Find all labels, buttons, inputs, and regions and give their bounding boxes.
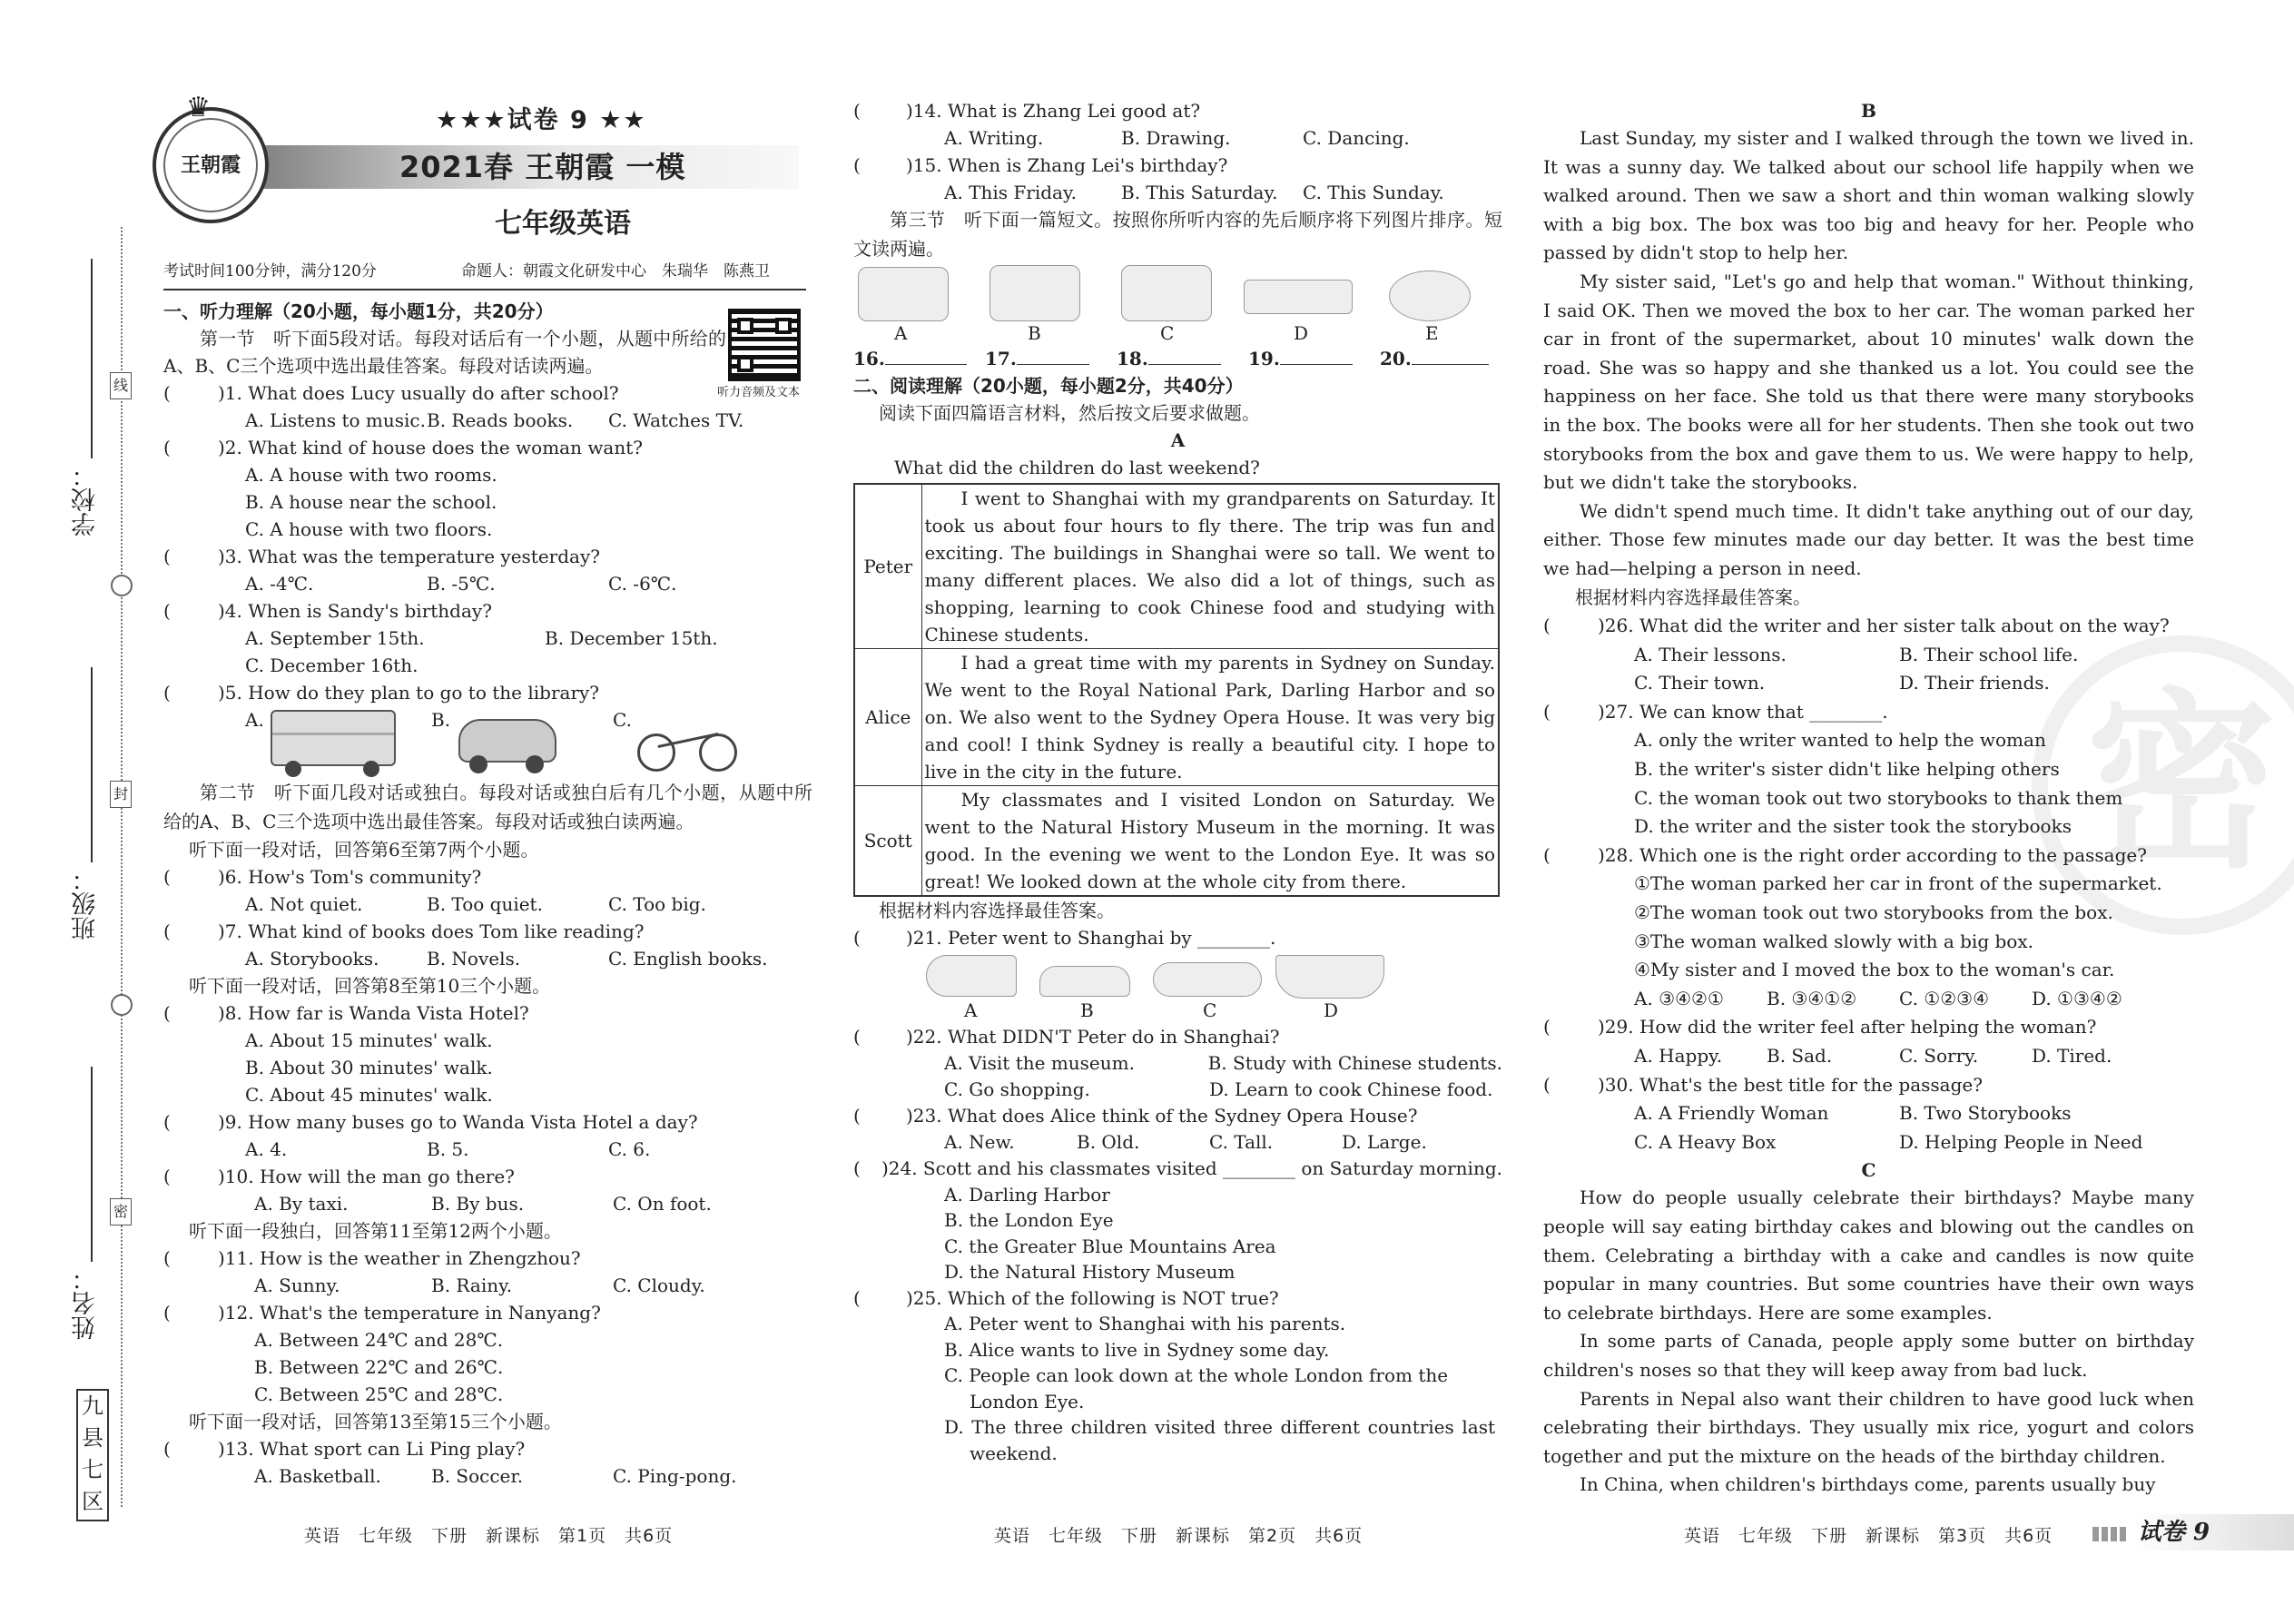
option[interactable]: B. Two Storybooks (1899, 1102, 2072, 1125)
option[interactable]: D. Helping People in Need (1899, 1130, 2143, 1153)
option[interactable]: A. Between 24℃ and 28℃. (254, 1329, 504, 1352)
table-cell-text: I had a great time with my parents in Sydney on Sunday. We went to the Royal National Park, Darling Harbor and so on. We also went to the Sydney Opera House. It was very big and cool! I think Sydney is really a beautiful city. I hope to live in the city in the future. (921, 649, 1499, 786)
option[interactable]: A. -4℃. (245, 573, 314, 595)
class-line (91, 667, 93, 862)
option[interactable]: B. Between 22℃ and 26℃. (254, 1356, 504, 1379)
option[interactable]: B. This Saturday. (1121, 182, 1278, 203)
picture-bus-stop (989, 265, 1080, 321)
option[interactable]: A. September 15th. (245, 627, 425, 649)
column-3 (1543, 97, 2194, 1500)
option[interactable]: B. By bus. (431, 1193, 525, 1216)
option[interactable]: C. Their town. (1634, 672, 1766, 694)
option[interactable]: D. The three children visited three different countries last weekend. (944, 1416, 1495, 1464)
class-label: 班级： (72, 867, 100, 940)
option[interactable]: A. Basketball. (254, 1465, 381, 1488)
paper-tag (2133, 1514, 2294, 1550)
question-25: ( )25. Which of the following is NOT true? A. Peter went to Shanghai with his parents. B. Alice wants to live in Sydney some day. C. People can look down at the whole London from the London Eye. D. The three children visited three different countries last weekend. (853, 1285, 1502, 1467)
option[interactable]: C. People can look down at the whole London from the London Eye. (944, 1364, 1449, 1412)
question-23: ( )23. What does Alice think of the Sydney Opera House? A. New. B. Old. C. Tall. D. Large. (853, 1103, 1502, 1156)
option[interactable]: D (1324, 999, 1339, 1022)
question-30: ( )30. What's the best title for the passage? A. A Friendly Woman B. Two Storybooks C. A Heavy Box D. Helping People in Need (1543, 1071, 2194, 1157)
option[interactable]: C. 6. (608, 1138, 651, 1161)
option[interactable]: A. Writing. (944, 127, 1044, 149)
option[interactable]: C. Watches TV. (608, 409, 744, 431)
train-icon[interactable] (926, 955, 1017, 997)
picture-food-plate (1389, 271, 1471, 321)
option[interactable]: B. Their school life. (1899, 643, 2079, 665)
option[interactable]: A. This Friday. (944, 182, 1077, 203)
logo-emblem (153, 107, 269, 223)
option[interactable]: A. Their lessons. (1634, 643, 1787, 665)
option[interactable]: A. 4. (245, 1138, 288, 1161)
option[interactable]: A. About 15 minutes' walk. (245, 1029, 493, 1052)
binding-ornament (111, 575, 133, 596)
header-rule (163, 289, 806, 290)
exam-time: 考试时间100分钟，满分120分 (163, 262, 377, 281)
option[interactable]: D. Their friends. (1899, 672, 2050, 694)
passage-c-paragraph: How do people usually celebrate their birthdays? Maybe many people will say eating birthday cakes and blowing out the candles on them. Celebrating a birthday with a cake and candles is now quite popular in many countries. But some countries have their own ways to celebrate birthdays. Here are some examples. (1543, 1186, 2194, 1324)
question-13: ( )13. What sport can Li Ping play? A. Basketball. B. Soccer. C. Ping-pong. (163, 1435, 812, 1490)
option[interactable]: A. Peter went to Shanghai with his parents. (944, 1313, 1346, 1335)
question-1: ( )1. What does Lucy usually do after school? A. Listens to music. B. Reads books. C. Watches TV. (163, 379, 812, 434)
district-char: 九 (82, 1393, 103, 1419)
district-char: 七 (82, 1457, 103, 1482)
option[interactable]: B. Rainy. (431, 1275, 513, 1297)
passage-b-paragraph: We didn't spend much time. It didn't take anything out of our day, either. Those few minutes made our day better. It was the best time we had—helping a person in need. (1543, 499, 2194, 579)
question-12: ( )12. What's the temperature in Nanyang? A. Between 24℃ and 28℃. B. Between 22℃ and 26℃. C. Between 25℃ and 28℃. (163, 1299, 812, 1408)
option[interactable]: B. -5℃. (427, 573, 496, 595)
option[interactable]: C. Ping-pong. (613, 1465, 737, 1488)
option[interactable]: D. Large. (1342, 1131, 1427, 1154)
option[interactable]: B. Novels. (427, 948, 521, 970)
option[interactable]: D. the Natural History Museum (944, 1261, 1236, 1284)
part1-title: 一、听力理解（20小题，每小题1分，共20分） (163, 300, 554, 322)
name-label: 姓名： (72, 1266, 100, 1340)
car-icon[interactable] (1039, 966, 1130, 997)
option[interactable]: B. (431, 709, 451, 731)
school-label: 学校： (72, 463, 100, 536)
blank-16[interactable]: 16. (853, 345, 985, 372)
table-cell-text: I went to Shanghai with my grandparents on Saturday. It took us about four hours to fly there. The trip was fun and exciting. The buildings in Shanghai were so tall. We went to many different places. We also did a lot of things, such as shopping, learning to cook Chinese food and studying with Chinese students. (921, 484, 1499, 649)
passage-b-instruction: 根据材料内容选择最佳答案。 (1575, 586, 1811, 608)
option[interactable]: D. the writer and the sister took the storybooks (1634, 815, 2072, 838)
option[interactable]: C. Sorry. (1899, 1045, 1979, 1067)
option[interactable]: B. December 15th. (545, 627, 718, 649)
blank-20[interactable]: 20. (1380, 345, 1489, 372)
option[interactable]: C. This Sunday. (1303, 182, 1444, 203)
passage-b-paragraph: Last Sunday, my sister and I walked through the town we lived in. It was a sunny day. We talked about our school life happily when we walked around. Then we saw a short and thin woman walking slowly with a big box. The box was too big and heavy for her. People who passed by didn't stop to help her. (1543, 127, 2194, 264)
option[interactable]: B. Reads books. (427, 409, 574, 431)
option[interactable]: B. the writer's sister didn't like helping others (1634, 758, 2060, 781)
option[interactable]: A. Listens to music. (245, 409, 426, 431)
option[interactable]: C. -6℃. (608, 573, 677, 595)
option[interactable]: A. Darling Harbor (944, 1183, 1110, 1206)
question-5: ( )5. How do they plan to go to the library? A. B. C. (163, 679, 812, 777)
option[interactable]: D. Tired. (2032, 1045, 2112, 1067)
ship-icon[interactable] (1275, 955, 1384, 999)
question-9: ( )9. How many buses go to Wanda Vista Hotel a day? A. 4. B. 5. C. 6. (163, 1108, 812, 1163)
footer-page-3: 英语 七年级 下册 新课标 第3页 共6页 (1684, 1526, 2053, 1546)
question-11: ( )11. How is the weather in Zhengzhou? A. Sunny. B. Rainy. C. Cloudy. (163, 1245, 812, 1299)
option[interactable]: C. the Greater Blue Mountains Area (944, 1235, 1276, 1257)
paper-tag-text: 试卷 9 (2138, 1519, 2210, 1546)
option[interactable]: C. (613, 709, 632, 731)
question-10: ( )10. How will the man go there? A. By taxi. B. By bus. C. On foot. (163, 1163, 812, 1217)
seal-char-box: 封 (110, 781, 132, 808)
option[interactable]: B. A house near the school. (245, 491, 497, 513)
question-2: ( )2. What kind of house does the woman want? A. A house with two rooms. B. A house near the school. C. A house with two floors. (163, 434, 812, 543)
section3-instruction: 第三节 听下面一篇短文。按照你所听内容的先后顺序将下列图片排序。短文读两遍。 (853, 209, 1502, 260)
passage-a-letter: A (1170, 429, 1186, 452)
passage-a-table (853, 483, 1500, 897)
picture-label: D (1294, 322, 1309, 345)
binding-line (121, 227, 123, 1507)
option[interactable]: A. Storybooks. (245, 948, 379, 970)
option[interactable]: B. the London Eye (944, 1209, 1114, 1232)
table-row (854, 786, 1499, 897)
option[interactable]: A. Happy. (1634, 1045, 1723, 1067)
table-cell-name: Scott (854, 786, 921, 897)
question-8: ( )8. How far is Wanda Vista Hotel? A. About 15 minutes' walk. B. About 30 minutes' walk. C. About 45 minutes' walk. (163, 999, 812, 1108)
bus-icon[interactable] (271, 710, 396, 766)
table-cell-name: Alice (854, 649, 921, 786)
passage-c-paragraph: Parents in Nepal also want their children to have good luck when celebrating their birthdays. They usually mix rice, yogurt and colors together and put the mixture on the heads of the birthday children. (1543, 1387, 2194, 1467)
authors: 命题人：朝霞文化研发中心 朱瑞华 陈燕卫 (461, 262, 770, 281)
school-line (91, 259, 93, 458)
section1-instruction: 第一节 听下面5段对话。每段对话后有一个小题，从题中所给的A、B、C三个选项中选出最佳答案。每段对话读两遍。 (163, 328, 726, 377)
passage-c-letter: C (1861, 1159, 1876, 1182)
picture-kids-playing (858, 267, 949, 321)
option[interactable]: D. ①③④② (2032, 987, 2122, 1009)
footer-decor (2092, 1527, 2129, 1541)
district-char: 县 (82, 1425, 103, 1451)
option[interactable]: C. Dancing. (1303, 127, 1410, 149)
question-24: ( )24. Scott and his classmates visited ________ on Saturday morning. A. Darling Harbor B. the London Eye C. the Greater Blue Mountains Area D. the Natural History Museum (853, 1156, 1502, 1285)
option[interactable]: C. About 45 minutes' walk. (245, 1084, 493, 1107)
question-4: ( )4. When is Sandy's birthday? A. September 15th. B. December 15th. C. December 16th. (163, 600, 718, 676)
bicycle-icon[interactable] (637, 717, 739, 772)
part2-intro: 阅读下面四篇语言材料，然后按文后要求做题。 (879, 402, 1260, 425)
option[interactable]: A. Sunny. (254, 1275, 340, 1297)
option[interactable]: B. Soccer. (431, 1465, 524, 1488)
option[interactable]: B. Drawing. (1121, 127, 1231, 149)
option[interactable]: B. Alice wants to live in Sydney some day. (944, 1338, 1330, 1361)
option[interactable]: B. ③④①② (1767, 987, 1857, 1009)
option[interactable]: C. Tall. (1209, 1131, 1274, 1154)
column-1 (163, 298, 812, 1490)
passage-c-paragraph: In some parts of Canada, people apply some butter on birthday children's noses so that they will keep away from bad luck. (1543, 1330, 2194, 1381)
picture-label: C (1160, 322, 1175, 345)
picture-label: B (1028, 322, 1041, 345)
blank-18[interactable]: 18. (1117, 345, 1248, 372)
option[interactable]: C. A house with two floors. (245, 518, 493, 540)
footer-page-2: 英语 七年级 下册 新课标 第2页 共6页 (994, 1526, 1364, 1546)
section2-instruction: 第二节 听下面几段对话或独白。每段对话或独白后有几个小题，从题中所给的A、B、C三个选项中选出最佳答案。每段对话或独白读两遍。 (163, 782, 812, 832)
option[interactable]: C. Too big. (608, 893, 706, 916)
picture-park (1121, 265, 1212, 321)
question-7: ( )7. What kind of books does Tom like reading? A. Storybooks. B. Novels. C. English books. (163, 918, 812, 972)
district-char: 区 (82, 1489, 103, 1514)
option[interactable]: C. Between 25℃ and 28℃. (254, 1383, 504, 1406)
passage-b-letter: B (1861, 100, 1876, 122)
option[interactable]: B. About 30 minutes' walk. (245, 1057, 493, 1079)
option[interactable]: A (964, 999, 978, 1022)
option[interactable]: C. December 16th. (245, 655, 418, 676)
option[interactable]: A. New. (944, 1131, 1015, 1154)
crown-icon: ♛ (186, 92, 211, 123)
option[interactable]: A. only the writer wanted to help the woman (1634, 729, 2046, 752)
option[interactable]: C. the woman took out two storybooks to thank them (1634, 786, 2123, 809)
table-row (854, 484, 1499, 649)
column-2 (853, 97, 1502, 1466)
line-char-box: 线 (110, 372, 132, 399)
qr-caption: 听力音频及文本 (717, 386, 801, 399)
option[interactable]: B. 5. (427, 1138, 469, 1161)
name-line (91, 1067, 93, 1262)
footer-page-1: 英语 七年级 下册 新课标 第1页 共6页 (304, 1526, 674, 1546)
option[interactable]: B. Sad. (1767, 1045, 1833, 1067)
part2-title: 二、阅读理解（20小题，每小题2分，共40分） (853, 375, 1244, 398)
paper-title: 2021春 王朝霞 一模 (399, 150, 686, 184)
option[interactable]: A. Not quiet. (245, 893, 363, 916)
question-15: ( )15. When is Zhang Lei's birthday? A. This Friday. B. This Saturday. C. This Sunday. (853, 152, 1502, 206)
sequence-item: ③The woman walked slowly with a big box. (1634, 930, 2033, 952)
sequence-item: ②The woman took out two storybooks from the box. (1634, 901, 2113, 924)
option[interactable]: A. A house with two rooms. (245, 464, 497, 486)
subject-title: 七年级英语 (495, 208, 631, 240)
question-3: ( )3. What was the temperature yesterday? A. -4℃. B. -5℃. C. -6℃. (163, 543, 812, 597)
answer-blanks (853, 345, 1502, 372)
option[interactable]: B. Old. (1077, 1131, 1140, 1154)
question-29: ( )29. How did the writer feel after helping the woman? A. Happy. B. Sad. C. Sorry. D. Tired. (1543, 1013, 2194, 1070)
option[interactable]: A. A Friendly Woman (1634, 1102, 1829, 1125)
picture-row (853, 263, 1502, 347)
option[interactable]: C. A Heavy Box (1634, 1130, 1777, 1153)
listening-note: 听下面一段对话，回答第6至第7两个小题。 (189, 839, 539, 861)
listening-note: 听下面一段对话，回答第8至第10三个小题。 (189, 975, 551, 998)
option[interactable]: C. Go shopping. (944, 1078, 1090, 1101)
question-26: ( )26. What did the writer and her sister talk about on the way? A. Their lessons. B. Their school life. C. Their town. D. Their friends. (1543, 612, 2194, 698)
question-27: ( )27. We can know that ________. A. only the writer wanted to help the woman B. the writer's sister didn't like helping others C. the woman took out two storybooks to thank them D. the writer and the sister took the storybooks (1543, 698, 2194, 842)
option[interactable]: C. English books. (608, 948, 768, 970)
passage-b-paragraph: My sister said, "Let's go and help that woman." Without thinking, I said OK. Then we moved the box to her car. The woman parked her car in front of the supermarket, about 10 minutes' walk down the road. She was so happy and she thanked us a lot. You could see the happiness on her face. She told us that there were many storybooks in the box. The books were all for her students. Then she took out two storybooks from the box and gave them to us. We were happy to help, but we didn't take the storybooks. (1543, 270, 2194, 494)
question-21: ( )21. Peter went to Shanghai by ________. A B C D (853, 924, 1502, 1024)
option[interactable]: A. Visit the museum. (944, 1052, 1135, 1075)
option[interactable]: D. Learn to cook Chinese food. (1209, 1078, 1493, 1101)
district-box (76, 1389, 109, 1521)
option[interactable]: A. (245, 709, 264, 731)
question-6: ( )6. How's Tom's community? A. Not quiet. B. Too quiet. C. Too big. (163, 863, 812, 918)
picture-label: E (1425, 322, 1439, 345)
table-row (854, 649, 1499, 786)
option[interactable]: C. ①②③④ (1899, 987, 1990, 1009)
mi-char-box: 密 (110, 1198, 132, 1225)
option[interactable]: C. Cloudy. (613, 1275, 705, 1297)
paper-series: ★★★试卷 9 ★★ (436, 106, 647, 134)
question-22: ( )22. What DIDN'T Peter do in Shanghai? A. Visit the museum. B. Study with Chinese students. C. Go shopping. D. Learn to cook Chinese food. (853, 1024, 1502, 1103)
option[interactable]: A. By taxi. (254, 1193, 349, 1216)
logo-text: 王朝霞 (180, 153, 241, 177)
option[interactable]: A. ③④②① (1634, 987, 1724, 1009)
plane-icon[interactable] (1153, 962, 1262, 997)
passage-a-question: What did the children do last weekend? (894, 457, 1260, 479)
picture-bus (1244, 280, 1353, 314)
table-cell-text: My classmates and I visited London on Saturday. We went to the Natural History Museum in the morning. It was good. In the evening we went to the London Eye. It was so great! We looked down at the whole city from there. (921, 786, 1499, 897)
picture-label: A (894, 322, 908, 345)
sequence-item: ①The woman parked her car in front of the supermarket. (1634, 872, 2162, 895)
blank-17[interactable]: 17. (985, 345, 1117, 372)
option[interactable]: C (1203, 999, 1217, 1022)
question-28: ( )28. Which one is the right order according to the passage? ①The woman parked her car in front of the supermarket. ②The woman took out two storybooks from the box. ③The woman walked slowly with a big box. ④My sister and I moved the box to the woman's car. A. ③④②① B. ③④①② C. ①②③④ D. ①③④② (1543, 842, 2194, 1014)
listening-note: 听下面一段独白，回答第11至第12两个小题。 (189, 1220, 562, 1243)
binding-ornament (111, 994, 133, 1016)
car-icon[interactable] (458, 719, 556, 763)
passage-a-instruction: 根据材料内容选择最佳答案。 (879, 900, 1115, 922)
blank-19[interactable]: 19. (1248, 345, 1380, 372)
option[interactable]: B (1080, 999, 1094, 1022)
option[interactable]: B. Study with Chinese students. (1207, 1052, 1502, 1075)
listening-note: 听下面一段对话，回答第13至第15三个小题。 (189, 1411, 562, 1433)
option[interactable]: C. On foot. (613, 1193, 712, 1216)
watermark-text: 密 (2085, 672, 2277, 894)
passage-c-paragraph: In China, when children's birthdays come, parents usually buy (1580, 1473, 2156, 1496)
question-14: ( )14. What is Zhang Lei good at? A. Writing. B. Drawing. C. Dancing. (853, 97, 1502, 152)
sequence-item: ④My sister and I moved the box to the woman's car. (1634, 959, 2115, 981)
table-cell-name: Peter (854, 484, 921, 649)
option[interactable]: B. Too quiet. (427, 893, 543, 916)
